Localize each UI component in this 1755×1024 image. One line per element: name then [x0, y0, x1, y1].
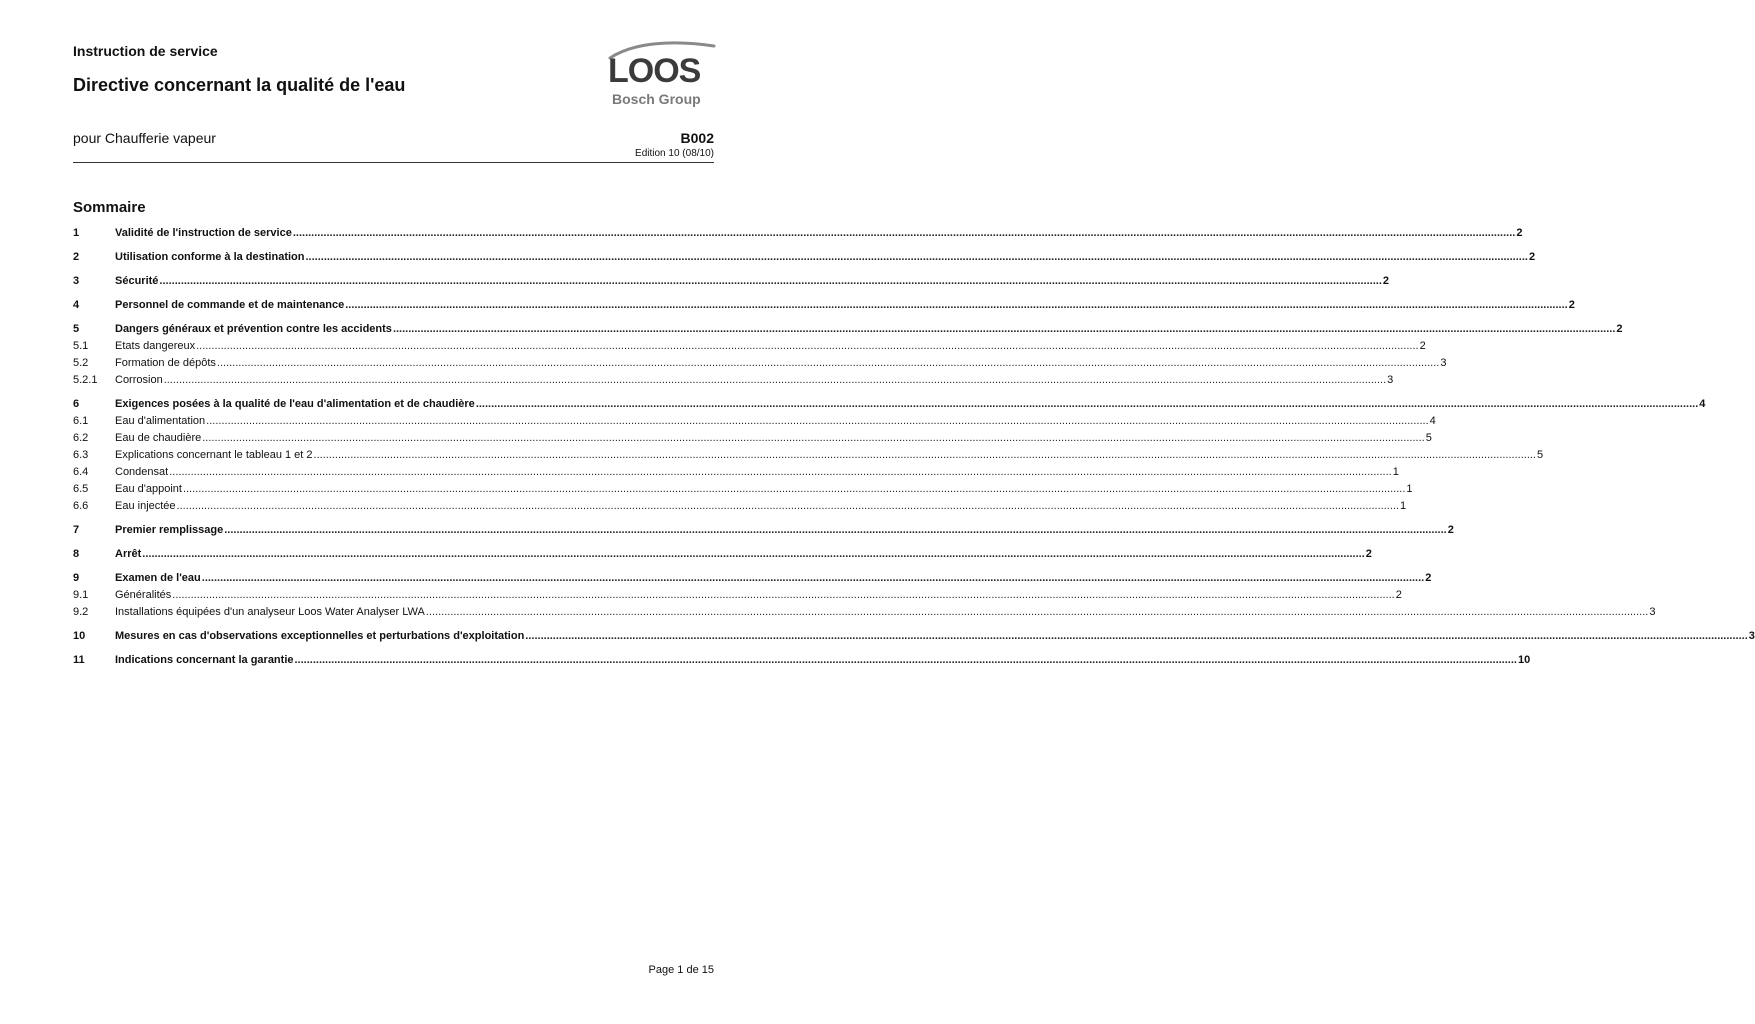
- toc-entry-page: 2: [1447, 524, 1454, 536]
- toc-entry-title: Exigences posées à la qualité de l'eau d'alimentation et de chaudière: [115, 398, 475, 410]
- toc-dot-leader: ................................................................................................................................................................................................................................................................................................................................................................................................................: [201, 572, 1425, 584]
- toc-dot-leader: ................................................................................................................................................................................................................................................................................................................................................................................................................: [206, 415, 1429, 427]
- toc-entry-title: Personnel de commande et de maintenance: [115, 299, 345, 311]
- toc-entry-page: 5: [1425, 432, 1432, 444]
- toc-entry-title: Dangers généraux et prévention contre les accidents: [115, 323, 392, 335]
- toc-entry[interactable]: [73, 297, 1575, 314]
- toc-entry-number: 11: [73, 654, 85, 666]
- toc-entry-page: 2: [1616, 323, 1623, 335]
- toc-entry[interactable]: [73, 464, 1399, 481]
- toc-entry-title: Validité de l'instruction de service: [115, 227, 292, 239]
- toc-entry-page: 3: [1440, 357, 1447, 369]
- toc-entry-number: 6.3: [73, 449, 89, 461]
- toc-entry-page: 1: [1406, 483, 1413, 495]
- toc-entry[interactable]: [73, 273, 1390, 290]
- toc-entry[interactable]: [73, 570, 1432, 587]
- logo-group-name: Bosch Group: [612, 91, 701, 107]
- document-code: B002: [680, 130, 714, 146]
- toc-entry[interactable]: [73, 338, 1426, 355]
- toc-entry-title: Mesures en cas d'observations exceptionnelles et perturbations d'exploitation: [115, 630, 525, 642]
- toc-entry-page: 10: [1517, 654, 1531, 666]
- toc-entry[interactable]: [73, 522, 1454, 539]
- toc-dot-leader: ................................................................................................................................................................................................................................................................................................................................................................................................................: [182, 483, 1406, 495]
- toc-entry-page: 4: [1699, 398, 1706, 410]
- toc-entry-title: Etats dangereux: [115, 340, 196, 352]
- toc-entry-number: 8: [73, 548, 80, 560]
- toc-entry[interactable]: [73, 249, 1536, 266]
- document-subtitle: pour Chaufferie vapeur: [73, 130, 216, 146]
- toc-entry[interactable]: [73, 498, 1407, 515]
- toc-entry[interactable]: [73, 628, 1755, 645]
- toc-entry-number: 1: [73, 227, 80, 239]
- document-title: Directive concernant la qualité de l'eau: [73, 75, 406, 95]
- toc-entry-page: 3: [1649, 606, 1656, 618]
- toc-entry-title: Examen de l'eau: [115, 572, 201, 584]
- table-of-contents: [73, 225, 1755, 669]
- toc-dot-leader: ................................................................................................................................................................................................................................................................................................................................................................................................................: [159, 275, 1382, 287]
- toc-entry-number: 3: [73, 275, 80, 287]
- toc-entry-title: Premier remplissage: [115, 524, 224, 536]
- toc-entry-title: Formation de dépôts: [115, 357, 216, 369]
- toc-entry-page: 3: [1387, 374, 1394, 386]
- document-kicker: Instruction de service: [73, 43, 218, 59]
- toc-entry-number: 6.2: [73, 432, 89, 444]
- toc-dot-leader: ................................................................................................................................................................................................................................................................................................................................................................................................................: [142, 548, 1365, 560]
- toc-entry[interactable]: [73, 372, 1394, 389]
- toc-entry-page: 2: [1568, 299, 1575, 311]
- toc-entry-title: Indications concernant la garantie: [115, 654, 294, 666]
- toc-dot-leader: ................................................................................................................................................................................................................................................................................................................................................................................................................: [313, 449, 1536, 461]
- toc-entry-number: 6.5: [73, 483, 89, 495]
- toc-entry[interactable]: [73, 396, 1706, 413]
- toc-dot-leader: ................................................................................................................................................................................................................................................................................................................................................................................................................: [196, 340, 1419, 352]
- toc-dot-leader: ................................................................................................................................................................................................................................................................................................................................................................................................................: [305, 251, 1528, 263]
- toc-dot-leader: ................................................................................................................................................................................................................................................................................................................................................................................................................: [169, 466, 1392, 478]
- loos-bosch-logo: [604, 40, 716, 112]
- toc-dot-leader: ................................................................................................................................................................................................................................................................................................................................................................................................................: [216, 357, 1440, 369]
- toc-entry[interactable]: [73, 355, 1447, 372]
- toc-entry-page: 2: [1425, 572, 1432, 584]
- toc-entry-title: Eau de chaudière: [115, 432, 202, 444]
- toc-dot-leader: ................................................................................................................................................................................................................................................................................................................................................................................................................: [525, 630, 1748, 642]
- toc-entry-number: 5.2.1: [73, 374, 98, 386]
- toc-dot-leader: ................................................................................................................................................................................................................................................................................................................................................................................................................: [294, 654, 1517, 666]
- toc-entry-number: 9.1: [73, 589, 89, 601]
- toc-entry-title: Utilisation conforme à la destination: [115, 251, 305, 263]
- header-divider: [73, 162, 714, 163]
- toc-entry-title: Corrosion: [115, 374, 163, 386]
- toc-dot-leader: ................................................................................................................................................................................................................................................................................................................................................................................................................: [475, 398, 1699, 410]
- toc-entry-number: 6.4: [73, 466, 89, 478]
- toc-dot-leader: ................................................................................................................................................................................................................................................................................................................................................................................................................: [163, 374, 1387, 386]
- toc-entry-title: Sécurité: [115, 275, 159, 287]
- toc-entry-number: 2: [73, 251, 80, 263]
- page-number: Page 1 de 15: [648, 964, 714, 976]
- toc-heading: Sommaire: [73, 199, 146, 216]
- toc-entry-number: 5.1: [73, 340, 89, 352]
- toc-dot-leader: ................................................................................................................................................................................................................................................................................................................................................................................................................: [202, 432, 1425, 444]
- document-edition: Edition 10 (08/10): [635, 148, 714, 159]
- toc-entry-page: 1: [1400, 500, 1407, 512]
- toc-dot-leader: ................................................................................................................................................................................................................................................................................................................................................................................................................: [176, 500, 1400, 512]
- toc-entry[interactable]: [73, 447, 1544, 464]
- toc-entry[interactable]: [73, 587, 1402, 604]
- toc-entry-page: 2: [1382, 275, 1390, 287]
- toc-dot-leader: ................................................................................................................................................................................................................................................................................................................................................................................................................: [392, 323, 1616, 335]
- toc-entry-title: Arrêt: [115, 548, 142, 560]
- toc-entry-title: Explications concernant le tableau 1 et 2: [115, 449, 313, 461]
- toc-entry-page: 3: [1748, 630, 1755, 642]
- toc-entry-number: 6.6: [73, 500, 89, 512]
- toc-entry[interactable]: [73, 604, 1656, 621]
- toc-entry-number: 6: [73, 398, 80, 410]
- toc-entry-title: Installations équipées d'un analyseur Loos Water Analyser LWA: [115, 606, 425, 618]
- toc-entry-page: 4: [1429, 415, 1436, 427]
- toc-entry-page: 2: [1419, 340, 1426, 352]
- toc-entry-title: Eau injectée: [115, 500, 176, 512]
- toc-entry-title: Eau d'appoint: [115, 483, 182, 495]
- toc-entry-number: 10: [73, 630, 86, 642]
- toc-dot-leader: ................................................................................................................................................................................................................................................................................................................................................................................................................: [425, 606, 1649, 618]
- toc-dot-leader: ................................................................................................................................................................................................................................................................................................................................................................................................................: [172, 589, 1395, 601]
- toc-entry-page: 2: [1365, 548, 1372, 560]
- toc-entry-number: 4: [73, 299, 80, 311]
- toc-entry-page: 2: [1528, 251, 1536, 263]
- toc-entry-page: 5: [1537, 449, 1544, 461]
- toc-entry-page: 1: [1392, 466, 1399, 478]
- toc-entry[interactable]: [73, 481, 1413, 498]
- toc-entry-number: 5: [73, 323, 80, 335]
- toc-entry-title: Généralités: [115, 589, 172, 601]
- logo-wordmark: LOOS: [608, 52, 701, 90]
- toc-entry-page: 2: [1516, 227, 1523, 239]
- toc-entry[interactable]: [73, 413, 1436, 430]
- toc-entry-number: 5.2: [73, 357, 89, 369]
- toc-entry-number: 6.1: [73, 415, 89, 427]
- toc-entry-number: 7: [73, 524, 80, 536]
- toc-entry[interactable]: [73, 546, 1372, 563]
- toc-entry[interactable]: [73, 652, 1531, 669]
- toc-entry-number: 9.2: [73, 606, 89, 618]
- toc-entry-number: 9: [73, 572, 80, 584]
- toc-dot-leader: ................................................................................................................................................................................................................................................................................................................................................................................................................: [224, 524, 1447, 536]
- toc-dot-leader: ................................................................................................................................................................................................................................................................................................................................................................................................................: [292, 227, 1516, 239]
- toc-entry-title: Condensat: [115, 466, 169, 478]
- toc-entry-title: Eau d'alimentation: [115, 415, 206, 427]
- toc-entry[interactable]: [73, 225, 1523, 242]
- toc-dot-leader: ................................................................................................................................................................................................................................................................................................................................................................................................................: [345, 299, 1568, 311]
- toc-entry[interactable]: [73, 321, 1623, 338]
- toc-entry-page: 2: [1395, 589, 1402, 601]
- toc-entry[interactable]: [73, 430, 1432, 447]
